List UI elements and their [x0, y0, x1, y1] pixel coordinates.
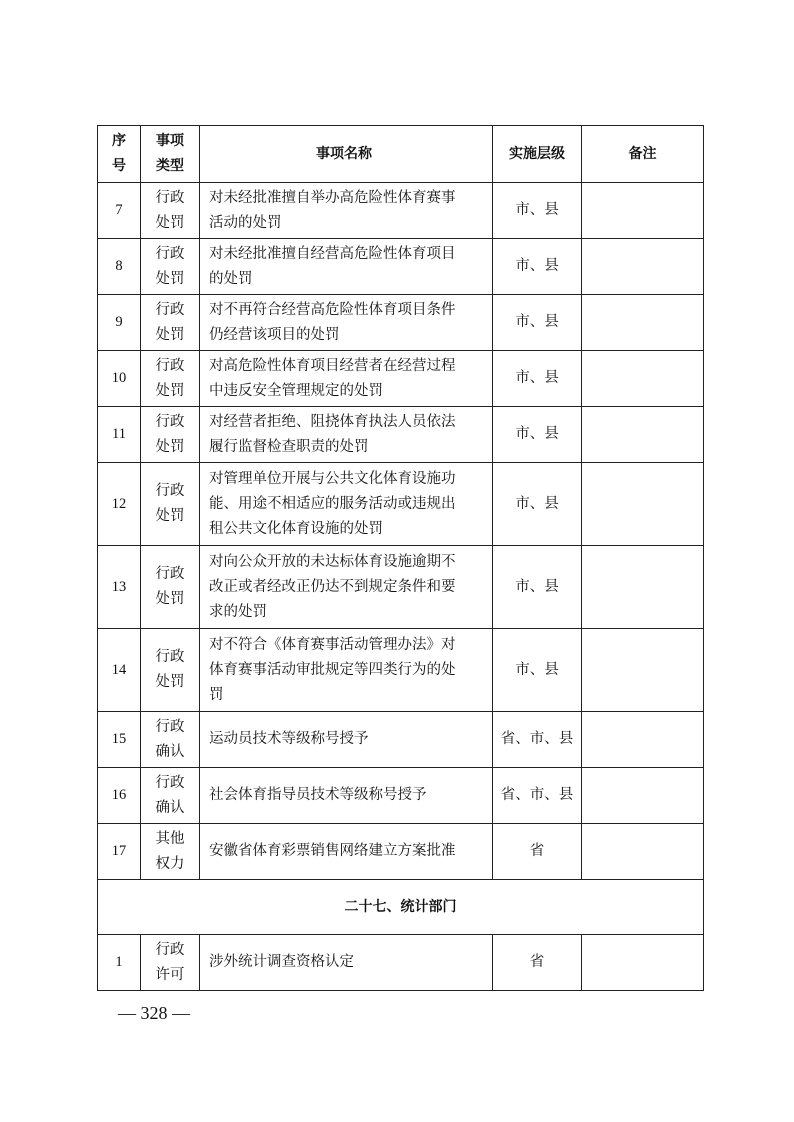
row-note [582, 295, 704, 351]
row-name-line: 中违反安全管理规定的处罚 [209, 382, 383, 399]
row-name-line: 对向公众开放的未达标体育设施逾期不 [209, 553, 456, 570]
row-name-line: 仍经营该项目的处罚 [209, 326, 340, 343]
row-number: 13 [98, 546, 141, 629]
row-type-line: 行政 [155, 301, 185, 318]
row-level: 市、县 [493, 295, 582, 351]
header-name: 事项名称 [200, 126, 493, 183]
row-level: 省 [493, 935, 582, 991]
row-type-line: 行政 [155, 483, 185, 499]
row-type [141, 768, 200, 824]
header-type-line: 事项 [156, 133, 184, 149]
row-type-line: 行政 [155, 413, 185, 430]
row-name [200, 183, 493, 239]
row-name [200, 712, 493, 768]
table-row [98, 351, 704, 407]
row-note [582, 463, 704, 546]
row-note [582, 183, 704, 239]
row-name-line: 运动员技术等级称号授予 [209, 731, 369, 747]
row-note [582, 239, 704, 295]
table-row [98, 183, 704, 239]
row-name-line: 对未经批准擅自经营高危险性体育项目 [209, 245, 456, 262]
row-type [141, 239, 200, 295]
row-note [582, 351, 704, 407]
row-number: 15 [98, 712, 141, 768]
row-number: 14 [98, 629, 141, 712]
row-name-line: 对不符合《体育赛事活动管理办法》对 [209, 636, 456, 653]
row-type-line: 行政 [155, 357, 185, 374]
row-name-line: 涉外统计调查资格认定 [209, 954, 354, 970]
row-type-line: 确认 [155, 743, 185, 760]
row-level: 省 [493, 824, 582, 880]
row-note [582, 712, 704, 768]
row-type-line: 确认 [155, 799, 185, 816]
row-number: 16 [98, 768, 141, 824]
row-name-line: 租公共文化体育设施的处罚 [209, 520, 383, 537]
row-note [582, 768, 704, 824]
row-name-line: 对管理单位开展与公共文化体育设施功 [209, 470, 456, 487]
row-type-line: 许可 [155, 966, 185, 983]
row-name [200, 768, 493, 824]
row-type [141, 546, 200, 629]
row-level: 市、县 [493, 407, 582, 463]
row-name-line: 履行监督检查职责的处罚 [209, 438, 369, 455]
row-name [200, 935, 493, 991]
row-type-line: 行政 [155, 649, 185, 665]
row-type-line: 行政 [155, 566, 185, 582]
row-level: 市、县 [493, 351, 582, 407]
row-name [200, 407, 493, 463]
row-name-line: 体育赛事活动审批规定等四类行为的处 [209, 661, 456, 678]
row-name [200, 629, 493, 712]
row-name [200, 295, 493, 351]
header-note: 备注 [582, 126, 704, 183]
row-level: 省、市、县 [493, 768, 582, 824]
row-name-line: 改正或者经改正仍达不到规定条件和要 [209, 578, 456, 595]
header-no [98, 126, 141, 183]
row-name-line: 对经营者拒绝、阻挠体育执法人员依法 [209, 413, 456, 430]
row-type [141, 463, 200, 546]
table-header-row [98, 126, 704, 183]
row-number: 8 [98, 239, 141, 295]
row-number: 11 [98, 407, 141, 463]
row-name-line: 的处罚 [209, 270, 253, 287]
row-name-line: 安徽省体育彩票销售网络建立方案批准 [209, 843, 456, 859]
row-name-line: 罚 [209, 686, 224, 703]
header-type [141, 126, 200, 183]
row-type-line: 处罚 [155, 508, 185, 524]
row-type-line: 行政 [155, 718, 185, 735]
row-type-line: 权力 [155, 855, 185, 872]
row-type [141, 629, 200, 712]
row-name-line: 对不再符合经营高危险性体育项目条件 [209, 301, 456, 318]
row-type-line: 处罚 [155, 438, 185, 455]
table-row [98, 935, 704, 991]
header-no-line: 序 [112, 133, 126, 149]
table-row [98, 407, 704, 463]
table-row [98, 239, 704, 295]
row-note [582, 629, 704, 712]
row-note [582, 546, 704, 629]
table-row [98, 546, 704, 629]
row-type-line: 行政 [155, 189, 185, 206]
row-name-line: 社会体育指导员技术等级称号授予 [209, 787, 427, 803]
row-type [141, 351, 200, 407]
header-level: 实施层级 [493, 126, 582, 183]
row-type-line: 行政 [155, 774, 185, 791]
row-number: 17 [98, 824, 141, 880]
row-name [200, 351, 493, 407]
row-type-line: 处罚 [155, 214, 185, 231]
row-note [582, 824, 704, 880]
row-number: 12 [98, 463, 141, 546]
row-type-line: 处罚 [155, 674, 185, 690]
row-name [200, 546, 493, 629]
row-level: 市、县 [493, 463, 582, 546]
header-no-line: 号 [112, 158, 126, 174]
table-row [98, 824, 704, 880]
row-type-line: 处罚 [155, 326, 185, 343]
row-name-line: 求的处罚 [209, 603, 267, 620]
row-type [141, 935, 200, 991]
row-level: 市、县 [493, 183, 582, 239]
row-level: 市、县 [493, 629, 582, 712]
row-type [141, 712, 200, 768]
row-note [582, 407, 704, 463]
section-title: 二十七、统计部门 [98, 880, 704, 935]
row-number: 7 [98, 183, 141, 239]
table-row [98, 712, 704, 768]
row-type-line: 处罚 [155, 270, 185, 287]
items-table [97, 125, 704, 991]
row-type [141, 183, 200, 239]
row-name-line: 能、用途不相适应的服务活动或违规出 [209, 495, 456, 512]
row-level: 省、市、县 [493, 712, 582, 768]
row-number: 1 [98, 935, 141, 991]
row-type [141, 295, 200, 351]
table-row [98, 463, 704, 546]
section-row [98, 880, 704, 935]
row-type-line: 处罚 [155, 591, 185, 607]
row-type [141, 407, 200, 463]
row-level: 市、县 [493, 239, 582, 295]
row-type [141, 824, 200, 880]
table-row [98, 629, 704, 712]
table-row [98, 768, 704, 824]
row-note [582, 935, 704, 991]
row-name-line: 对高危险性体育项目经营者在经营过程 [209, 357, 456, 374]
header-type-line: 类型 [156, 158, 184, 174]
row-type-line: 处罚 [155, 382, 185, 399]
row-number: 9 [98, 295, 141, 351]
row-type-line: 行政 [155, 941, 185, 958]
row-type-line: 其他 [155, 830, 185, 847]
row-level: 市、县 [493, 546, 582, 629]
row-type-line: 行政 [155, 245, 185, 262]
row-name [200, 239, 493, 295]
row-name-line: 活动的处罚 [209, 214, 282, 231]
row-name [200, 824, 493, 880]
table-row [98, 295, 704, 351]
page-number: — 328 — [118, 1003, 190, 1023]
row-name-line: 对未经批准擅自举办高危险性体育赛事 [209, 189, 456, 206]
row-name [200, 463, 493, 546]
row-number: 10 [98, 351, 141, 407]
